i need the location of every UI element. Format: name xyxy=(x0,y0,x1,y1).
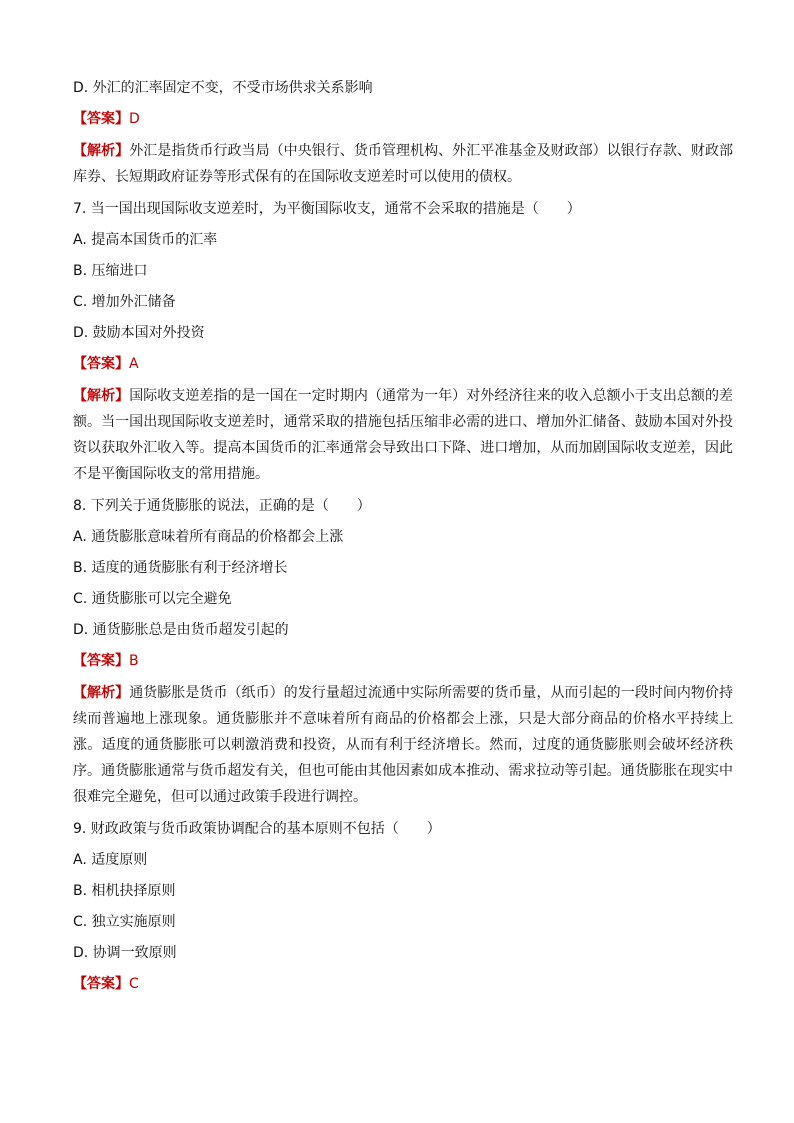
q9-option-d: D. 协调一致原则 xyxy=(73,945,177,961)
q9-option-a: A. 适度原则 xyxy=(73,852,148,868)
q9-answer xyxy=(73,972,733,996)
q8-option-c: C. 通货膨胀可以完全避免 xyxy=(73,591,232,607)
analysis-text: 国际收支逆差指的是一国在一定时期内（通常为一年）对外经济往来的收入总额小于支出总额的差额。当一国出现国际收支逆差时，通常采取的措施包括压缩非必需的进口、增加外汇储备、鼓励本国对外投资以获取外汇收入等。提高本国货币的汇率通常会导致出口下降、进口增加，从而加剧国际收支逆差，因此不是平衡国际收支的常用措施。 xyxy=(73,388,734,482)
q8-option-d: D. 通货膨胀总是由货币超发引起的 xyxy=(73,622,289,638)
answer-value: C xyxy=(129,976,139,992)
q9-option-c: C. 独立实施原则 xyxy=(73,914,176,930)
answer-value: D xyxy=(129,111,140,127)
answer-label: 【答案】 xyxy=(73,653,129,669)
answer-label: 【答案】 xyxy=(73,356,129,372)
q7-option-a: A. 提高本国货币的汇率 xyxy=(73,232,218,248)
q8-answer xyxy=(73,649,733,673)
q7-option-c: C. 增加外汇储备 xyxy=(73,294,176,310)
q7-option-b: B. 压缩进口 xyxy=(73,263,148,279)
q8-stem: 8. 下列关于通货膨胀的说法，正确的是（ ） xyxy=(73,498,371,514)
q6-answer xyxy=(73,107,733,131)
q7-answer xyxy=(73,352,733,376)
q9-option-b: B. 相机抉择原则 xyxy=(73,883,176,899)
q7-stem: 7. 当一国出现国际收支逆差时，为平衡国际收支，通常不会采取的措施是（ ） xyxy=(73,201,581,217)
analysis-label: 【解析】 xyxy=(73,388,130,404)
answer-value: B xyxy=(129,653,139,669)
document-content xyxy=(73,76,733,1003)
analysis-label: 【解析】 xyxy=(73,143,130,159)
answer-label: 【答案】 xyxy=(73,111,129,127)
answer-label: 【答案】 xyxy=(73,976,129,992)
q9-stem: 9. 财政政策与货币政策协调配合的基本原则不包括（ ） xyxy=(73,821,441,837)
analysis-label: 【解析】 xyxy=(73,685,130,701)
analysis-text: 外汇是指货币行政当局（中央银行、货币管理机构、外汇平准基金及财政部）以银行存款、财政部库券、长短期政府证券等形式保有的在国际收支逆差时可以使用的债权。 xyxy=(73,143,734,185)
q8-option-a: A. 通货膨胀意味着所有商品的价格都会上涨 xyxy=(73,529,344,545)
answer-value: A xyxy=(129,356,139,372)
q6-analysis xyxy=(73,138,733,190)
q8-option-b: B. 适度的通货膨胀有利于经济增长 xyxy=(73,560,288,576)
q6-option-d: D. 外汇的汇率固定不变，不受市场供求关系影响 xyxy=(73,80,373,96)
q7-option-d: D. 鼓励本国对外投资 xyxy=(73,325,205,341)
analysis-text: 通货膨胀是货币（纸币）的发行量超过流通中实际所需要的货币量，从而引起的一段时间内物价持续而普遍地上涨现象。通货膨胀并不意味着所有商品的价格都会上涨，只是大部分商品的价格水平持续上涨。适度的通货膨胀可以刺激消费和投资，从而有利于经济增长。然而，过度的通货膨胀则会破坏经济秩序。通货膨胀通常与货币超发有关，但也可能由其他因素如成本推动、需求拉动等引起。通货膨胀在现实中很难完全避免，但可以通过政策手段进行调控。 xyxy=(73,685,734,805)
q7-analysis xyxy=(73,383,733,487)
q8-analysis xyxy=(73,680,733,810)
